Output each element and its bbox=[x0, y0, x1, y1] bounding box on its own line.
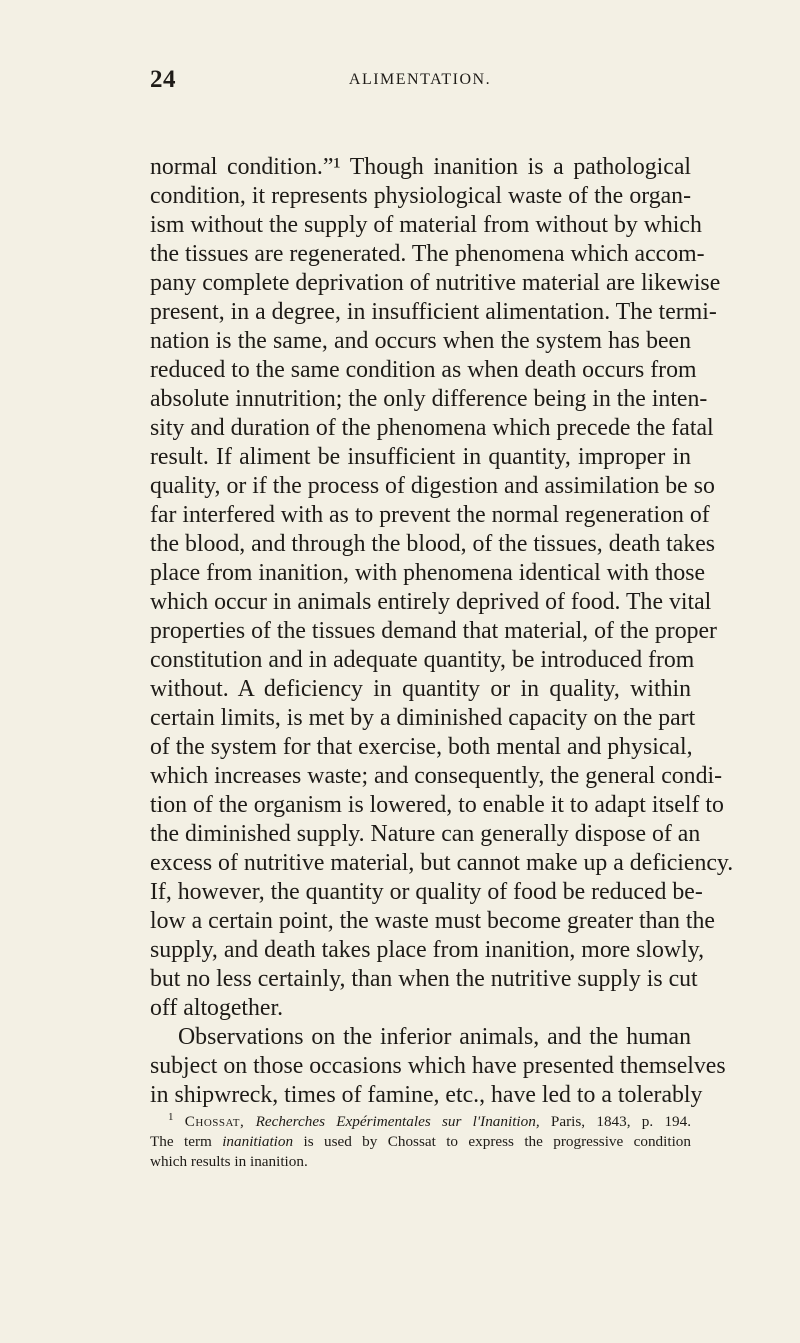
page-number: 24 bbox=[150, 66, 176, 93]
footnote-citation: Paris, 1843, p. 194. bbox=[550, 1113, 692, 1130]
text-line: present, in a degree, in insufficient alimentation. The termi- bbox=[150, 299, 717, 325]
text-line: result. If aliment be insufficient in quantity, improper in bbox=[150, 444, 691, 470]
footnote-line bbox=[150, 1112, 691, 1132]
text-line: excess of nutritive material, but cannot make up a deficiency. bbox=[150, 850, 734, 876]
text-line: certain limits, is met by a diminished capacity on the part bbox=[150, 705, 696, 731]
text-line: nation is the same, and occurs when the system has been bbox=[150, 328, 691, 354]
text-line: constitution and in adequate quantity, be introduced from bbox=[150, 647, 695, 673]
text-line: subject on those occasions which have presented themselves bbox=[150, 1053, 726, 1079]
text-line: quality, or if the process of digestion and assimilation be so bbox=[150, 473, 715, 499]
footnote-term: inanitiation bbox=[222, 1133, 294, 1150]
text-line: far interfered with as to prevent the normal regeneration of bbox=[150, 502, 710, 528]
text-line: condition, it represents physiological waste of the organ- bbox=[150, 183, 691, 209]
text-line: absolute innutrition; the only difference being in the inten- bbox=[150, 386, 708, 412]
text-line: pany complete deprivation of nutritive material are likewise bbox=[150, 270, 721, 296]
text-line: Observations on the inferior animals, and the human bbox=[178, 1024, 691, 1050]
footnote-line bbox=[150, 1132, 691, 1152]
text-line: tion of the organism is lowered, to enable it to adapt itself to bbox=[150, 792, 724, 818]
text-line: of the system for that exercise, both mental and physical, bbox=[150, 734, 693, 760]
text-line: the tissues are regenerated. The phenomena which accom- bbox=[150, 241, 705, 267]
text-line: off altogether. bbox=[150, 995, 284, 1021]
text-line: place from inanition, with phenomena identical with those bbox=[150, 560, 706, 586]
text-line: reduced to the same condition as when death occurs from bbox=[150, 357, 697, 383]
footnote-line: which results in inanition. bbox=[150, 1153, 308, 1170]
text-line: which occur in animals entirely deprived of food. The vital bbox=[150, 589, 712, 615]
footnote-author: Chossat, bbox=[184, 1113, 245, 1130]
text-line: sity and duration of the phenomena which precede the fatal bbox=[150, 415, 714, 441]
text-line: low a certain point, the waste must become greater than the bbox=[150, 908, 715, 934]
text-line: which increases waste; and consequently, the general condi- bbox=[150, 763, 723, 789]
text-line: ism without the supply of material from without by which bbox=[150, 212, 702, 238]
footnote-marker: 1 bbox=[168, 1110, 174, 1123]
footnote-text: The term bbox=[150, 1133, 212, 1150]
page-header bbox=[150, 66, 690, 93]
footnote-text: is used by Chossat to express the progressive condition bbox=[303, 1133, 691, 1150]
running-head: ALIMENTATION. bbox=[348, 71, 492, 88]
text-line: properties of the tissues demand that material, of the proper bbox=[150, 618, 717, 644]
text-line: the diminished supply. Nature can generally dispose of an bbox=[150, 821, 701, 847]
text-line: normal condition.”¹ Though inanition is a pathological bbox=[150, 154, 691, 180]
text-line: supply, and death takes place from inanition, more slowly, bbox=[150, 937, 705, 963]
footnote-title: Recherches Expérimentales sur l'Inanition, bbox=[255, 1113, 540, 1130]
text-line: without. A deficiency in quantity or in quality, within bbox=[150, 676, 691, 702]
text-line: the blood, and through the blood, of the tissues, death takes bbox=[150, 531, 716, 557]
text-line: in shipwreck, times of famine, etc., have led to a tolerably bbox=[150, 1082, 703, 1108]
text-line: but no less certainly, than when the nutritive supply is cut bbox=[150, 966, 698, 992]
text-line: If, however, the quantity or quality of food be reduced be- bbox=[150, 879, 703, 905]
